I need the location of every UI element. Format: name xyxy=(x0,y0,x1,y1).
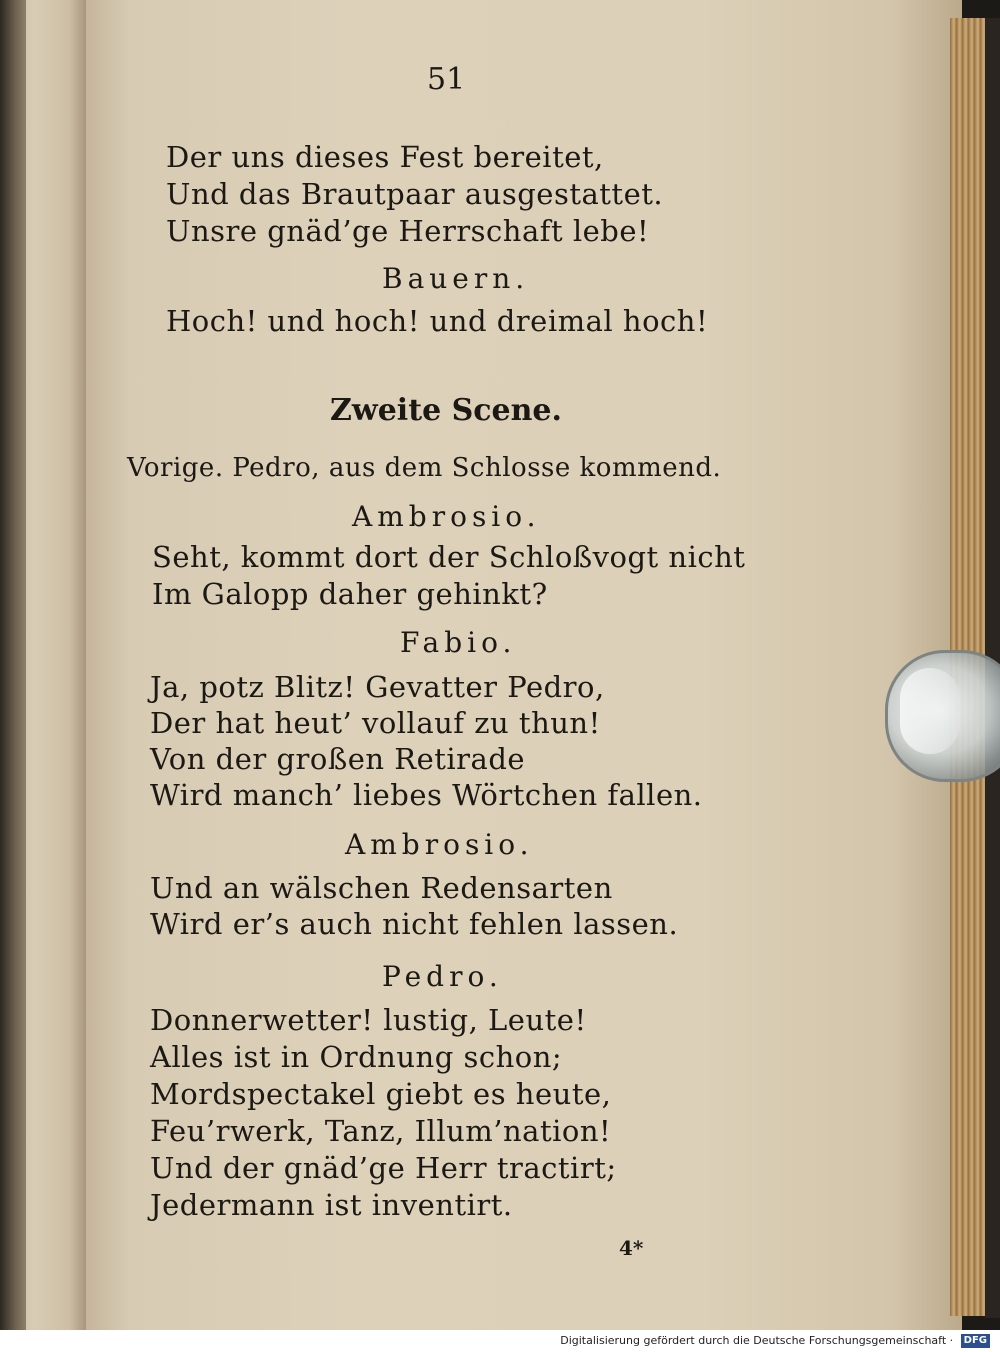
book-cover-edge xyxy=(0,0,26,1330)
verse-line: Der uns dieses Fest bereitet, xyxy=(166,140,604,174)
verse-line: Wird er’s auch nicht fehlen lassen. xyxy=(150,907,679,941)
speaker-name: Pedro. xyxy=(382,960,503,993)
verse-line: Und das Brautpaar ausgestattet. xyxy=(166,177,664,211)
verse-line: Alles ist in Ordnung schon; xyxy=(150,1040,563,1074)
footer-credit-bar xyxy=(0,1330,1000,1352)
speaker-name: Ambrosio. xyxy=(345,828,534,861)
verse-line: Unsre gnäd’ge Herrschaft lebe! xyxy=(166,214,650,248)
verse-line: Ja, potz Blitz! Gevatter Pedro, xyxy=(150,670,605,704)
verse-line: Mordspectakel giebt es heute, xyxy=(150,1077,612,1111)
speaker-name: Ambrosio. xyxy=(352,500,541,533)
speaker-name: Bauern. xyxy=(382,262,530,295)
verse-line: Und der gnäd’ge Herr tractirt; xyxy=(150,1151,617,1185)
dfg-logo: DFG xyxy=(961,1334,990,1348)
verse-line: Im Galopp daher gehinkt? xyxy=(152,577,548,611)
verse-line: Seht, kommt dort der Schloßvogt nicht xyxy=(152,540,746,574)
verse-line: Donnerwetter! lustig, Leute! xyxy=(150,1003,587,1037)
glass-highlight xyxy=(900,668,960,754)
verse-line: Der hat heut’ vollauf zu thun! xyxy=(150,706,601,740)
verse-line: Hoch! und hoch! und dreimal hoch! xyxy=(166,304,709,338)
signature-mark: 4* xyxy=(619,1236,644,1260)
verse-line: Von der großen Retirade xyxy=(150,742,526,776)
verse-line: Jedermann ist inventirt. xyxy=(150,1188,513,1222)
verse-line: Feu’rwerk, Tanz, Illum’nation! xyxy=(150,1114,612,1148)
speaker-name: Fabio. xyxy=(400,626,517,659)
scene-title: Zweite Scene. xyxy=(330,393,562,428)
page-number: 51 xyxy=(427,62,466,97)
verse-line: Wird manch’ liebes Wörtchen fallen. xyxy=(150,778,703,812)
verse-line: Und an wälschen Redensarten xyxy=(150,871,613,905)
stage-direction: Vorige. Pedro, aus dem Schlosse kommend. xyxy=(127,453,722,483)
footer-credit: Digitalisierung gefördert durch die Deutsche Forschungsgemeinschaft · xyxy=(560,1334,954,1347)
